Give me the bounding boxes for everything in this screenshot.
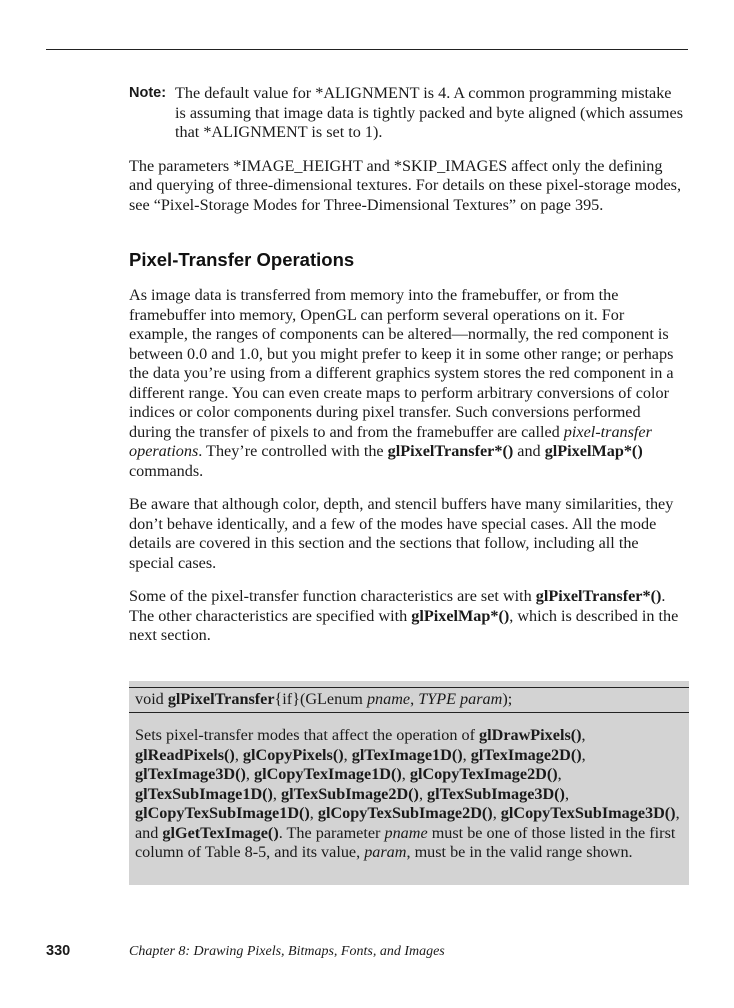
function-name: glGetTexImage() xyxy=(162,823,279,842)
text-run: Sets pixel-transfer modes that affect the operation of xyxy=(135,726,480,744)
page-body xyxy=(129,84,685,660)
paragraph-pixel-transfer xyxy=(129,286,685,481)
param-param: param xyxy=(364,843,407,861)
text-run: commands. xyxy=(129,461,204,480)
text-run: As image data is transferred from memory into the framebuffer, or from the framebuffer into memory, OpenGL can perform several operations on it. For example, the ranges of components can be altered—normally, the red component is between 0.0 and 1.0, but you might prefer to keep it in some other range; or perhaps the data you’re using from a different graphics system stores the red component in a different range. You can even create maps to perform arbitrary conversions of color indices or color components during pixel transfer. Such conversions performed during the transfer of pixels to and from the framebuffer are called xyxy=(129,286,674,441)
sig-comma: , xyxy=(410,690,419,708)
function-name: glCopyTexSubImage1D() xyxy=(135,804,310,822)
param-pname: pname xyxy=(384,823,428,842)
separator: , xyxy=(309,804,318,822)
text-run: Some of the pixel-transfer function characteristics are set with xyxy=(129,587,536,605)
function-name: glDrawPixels() xyxy=(479,726,582,744)
sig-return-type: void xyxy=(135,690,168,708)
separator: , xyxy=(418,784,428,803)
sig-end: ); xyxy=(502,690,513,708)
command-name: glPixelTransfer*() xyxy=(387,442,514,460)
box-top-rule xyxy=(129,687,689,688)
function-name: glTexSubImage2D() xyxy=(281,784,419,803)
running-head: Chapter 8: Drawing Pixels, Bitmaps, Fonts, and Images xyxy=(129,944,445,959)
text-run: , and xyxy=(135,804,680,842)
function-name: glTexSubImage3D() xyxy=(427,784,565,803)
paragraph-be-aware: Be aware that although color, depth, and stencil buffers have many similarities, they don’t behave identically, and a few of the modes have special cases. All the mode details are covered in this section and the sections that follow, including all the special cases. xyxy=(129,495,674,572)
text-run: . They’re controlled with the xyxy=(198,442,388,460)
paragraph-some-functions xyxy=(129,587,685,646)
text-run: must be one of those listed in the first column of Table 8-5, and its value, xyxy=(135,823,676,861)
text-run: , which is described in the next section. xyxy=(129,606,679,644)
function-reference-box xyxy=(129,681,689,885)
function-description xyxy=(135,726,683,863)
function-name: glTexImage1D() xyxy=(351,745,463,764)
sig-function-name: glPixelTransfer xyxy=(167,690,275,708)
command-name: glPixelTransfer*() xyxy=(535,587,662,605)
sig-pname: pname xyxy=(366,690,411,708)
text-run: . The parameter xyxy=(278,823,385,842)
separator: , xyxy=(581,745,586,764)
box-mid-rule xyxy=(129,712,689,713)
header-rule xyxy=(46,49,688,50)
separator: , xyxy=(245,765,254,783)
function-name: glCopyTexSubImage3D() xyxy=(500,804,676,822)
command-name: glPixelMap*() xyxy=(411,606,510,625)
page-number: 330 xyxy=(46,943,71,959)
command-name: glPixelMap*() xyxy=(544,442,643,460)
function-name: glCopyPixels() xyxy=(242,745,344,764)
function-name: glCopyTexSubImage2D() xyxy=(317,804,493,822)
function-name: glTexImage3D() xyxy=(135,765,246,783)
note-label: Note: xyxy=(129,85,167,101)
note-text: The default value for *ALIGNMENT is 4. A common programming mistake is assuming that image data is tightly packed and byte aligned (which assumes that *ALIGNMENT is set to 1). xyxy=(175,84,683,141)
page-footer xyxy=(46,943,686,963)
separator: , xyxy=(557,765,562,783)
function-name: glTexSubImage1D() xyxy=(135,784,273,803)
note-block xyxy=(129,84,685,143)
text-run: . The other characteristics are specified with xyxy=(129,587,666,625)
separator: , xyxy=(343,745,352,764)
function-name: glCopyTexImage2D() xyxy=(409,765,558,783)
separator: , xyxy=(462,745,471,764)
sig-params: {if}(GLenum xyxy=(274,690,367,708)
sig-type-param: TYPE param xyxy=(418,690,503,708)
text-run: and xyxy=(513,442,545,460)
separator: , xyxy=(234,745,243,764)
section-heading: Pixel-Transfer Operations xyxy=(129,249,355,270)
text-run: , must be in the valid range shown. xyxy=(406,843,633,861)
function-name: glCopyTexImage1D() xyxy=(254,765,402,783)
function-name: glTexImage2D() xyxy=(470,745,582,764)
function-signature xyxy=(135,690,512,710)
separator: , xyxy=(492,804,501,822)
function-name: glReadPixels() xyxy=(135,745,235,764)
separator: , xyxy=(401,765,410,783)
paragraph-storage-modes: The parameters *IMAGE_HEIGHT and *SKIP_IMAGES affect only the defining and querying of three-dimensional textures. For details on these pixel-storage modes, see “Pixel-Storage Modes for Three-Dimensional Textures” on page 395. xyxy=(129,156,682,214)
separator: , xyxy=(581,726,586,744)
separator: , xyxy=(564,784,569,803)
term-pixel-transfer-operations: pixel-transfer operations xyxy=(129,422,652,460)
separator: , xyxy=(272,784,282,803)
